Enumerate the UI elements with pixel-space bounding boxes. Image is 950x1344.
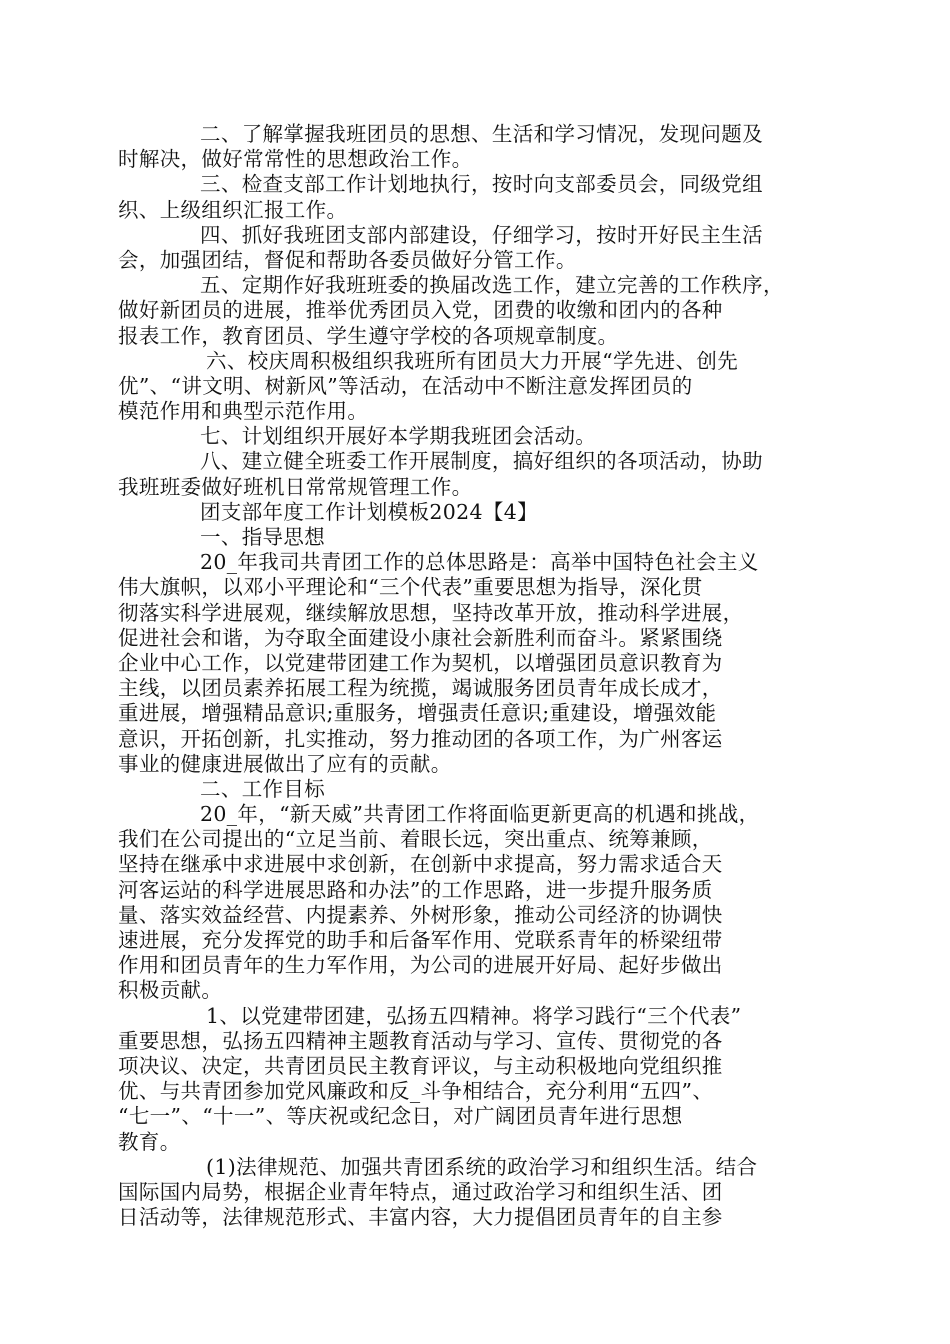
text-line: 八、建立健全班委工作开展制度，搞好组织的各项活动，协助 xyxy=(200,449,763,474)
text-line: 重进展，增强精品意识;重服务，增强责任意识;重建设，增强效能 xyxy=(118,701,717,726)
text-line: 我们在公司提出的“立足当前、着眼长远，突出重点、统筹兼顾， xyxy=(118,827,713,852)
text-line: 事业的健康进展做出了应有的贡献。 xyxy=(118,751,452,776)
text-line: 优、与共青团参加党风廉政和反_斗争相结合，充分利用“五四”、 xyxy=(118,1079,714,1104)
text-line: 优”、“讲文明、树新风”等活动，在活动中不断注意发挥团员的 xyxy=(118,373,693,398)
text-line: 时解决，做好常常性的思想政治工作。 xyxy=(118,147,473,172)
text-line: 伟大旗帜，以邓小平理论和“三个代表”重要思想为指导，深化贯 xyxy=(118,575,703,600)
text-line: 一、指导思想 xyxy=(200,525,326,549)
text-line: 四、抓好我班团支部内部建设，仔细学习，按时开好民主生活 xyxy=(200,222,763,247)
text-line: 1、以党建带团建，弘扬五四精神。将学习践行“三个代表” xyxy=(206,1003,742,1028)
text-line: 坚持在继承中求进展中求创新，在创新中求提高，努力需求适合天 xyxy=(118,852,723,877)
text-line: 二、工作目标 xyxy=(200,776,326,801)
text-line: 项决议、决定，共青团员民主教育评议，与主动积极地向党组织推 xyxy=(118,1053,723,1078)
text-line: 模范作用和典型示范作用。 xyxy=(118,399,369,424)
text-line: 团支部年度工作计划模板2024【4】 xyxy=(200,499,539,524)
text-line: 二、了解掌握我班团员的思想、生活和学习情况，发现问题及 xyxy=(200,122,763,146)
text-line: (1)法律规范、加强共青团系统的政治学习和组织生活。结合 xyxy=(206,1154,758,1179)
text-line: 积极贡献。 xyxy=(118,978,223,1003)
text-line: “七一”、“十一”、等庆祝或纪念日，对广阔团员青年进行思想 xyxy=(118,1104,683,1129)
text-line: 意识，开拓创新，扎实推动，努力推动团的各项工作，为广州客运 xyxy=(118,726,723,751)
text-line: 六、校庆周积极组织我班所有团员大力开展“学先进、创先 xyxy=(206,348,739,373)
text-line: 河客运站的科学进展思路和办法”的工作思路，进一步提升服务质 xyxy=(118,877,713,902)
text-line: 会，加强团结，督促和帮助各委员做好分管工作。 xyxy=(118,247,577,272)
document-body xyxy=(118,122,832,1230)
text-line: 彻落实科学进展观，继续解放思想，坚持改革开放，推动科学进展， xyxy=(118,600,744,625)
text-line: 主线，以团员素养拓展工程为统揽，竭诚服务团员青年成长成才， xyxy=(118,676,723,701)
text-line: 日活动等，法律规范形式、丰富内容，大力提倡团员青年的自主参 xyxy=(118,1205,723,1230)
text-line: 五、定期作好我班班委的换届改选工作，建立完善的工作秩序， xyxy=(200,273,784,298)
text-line: 国际国内局势，根据企业青年特点，通过政治学习和组织生活、团 xyxy=(118,1179,723,1204)
text-line: 七、计划组织开展好本学期我班团会活动。 xyxy=(200,424,597,449)
text-line: 促进社会和谐，为夺取全面建设小康社会新胜利而奋斗。紧紧围绕 xyxy=(118,625,723,650)
text-line: 速进展，充分发挥党的助手和后备军作用、党联系青年的桥梁纽带 xyxy=(118,928,723,952)
text-line: 20_年我司共青团工作的总体思路是：高举中国特色社会主义 xyxy=(200,550,759,575)
text-line: 重要思想，弘扬五四精神主题教育活动与学习、宣传、贯彻党的各 xyxy=(118,1028,723,1053)
text-line: 量、落实效益经营、内提素养、外树形象，推动公司经济的协调快 xyxy=(118,902,723,927)
text-line: 做好新团员的进展，推举优秀团员入党，团费的收缴和团内的各种 xyxy=(118,298,723,323)
text-line: 三、检查支部工作计划地执行，按时向支部委员会，同级党组 xyxy=(200,172,763,197)
text-line: 企业中心工作，以党建带团建工作为契机，以增强团员意识教育为 xyxy=(118,650,723,675)
text-line: 作用和团员青年的生力军作用，为公司的进展开好局、起好步做出 xyxy=(118,953,723,978)
text-line: 织、上级组织汇报工作。 xyxy=(118,197,348,222)
text-line: 20_年，“新天威”共青团工作将面临更新更高的机遇和挑战， xyxy=(200,802,760,827)
text-line: 我班班委做好班机日常常规管理工作。 xyxy=(118,474,473,499)
text-line: 教育。 xyxy=(118,1129,181,1154)
text-line: 报表工作，教育团员、学生遵守学校的各项规章制度。 xyxy=(118,323,619,348)
